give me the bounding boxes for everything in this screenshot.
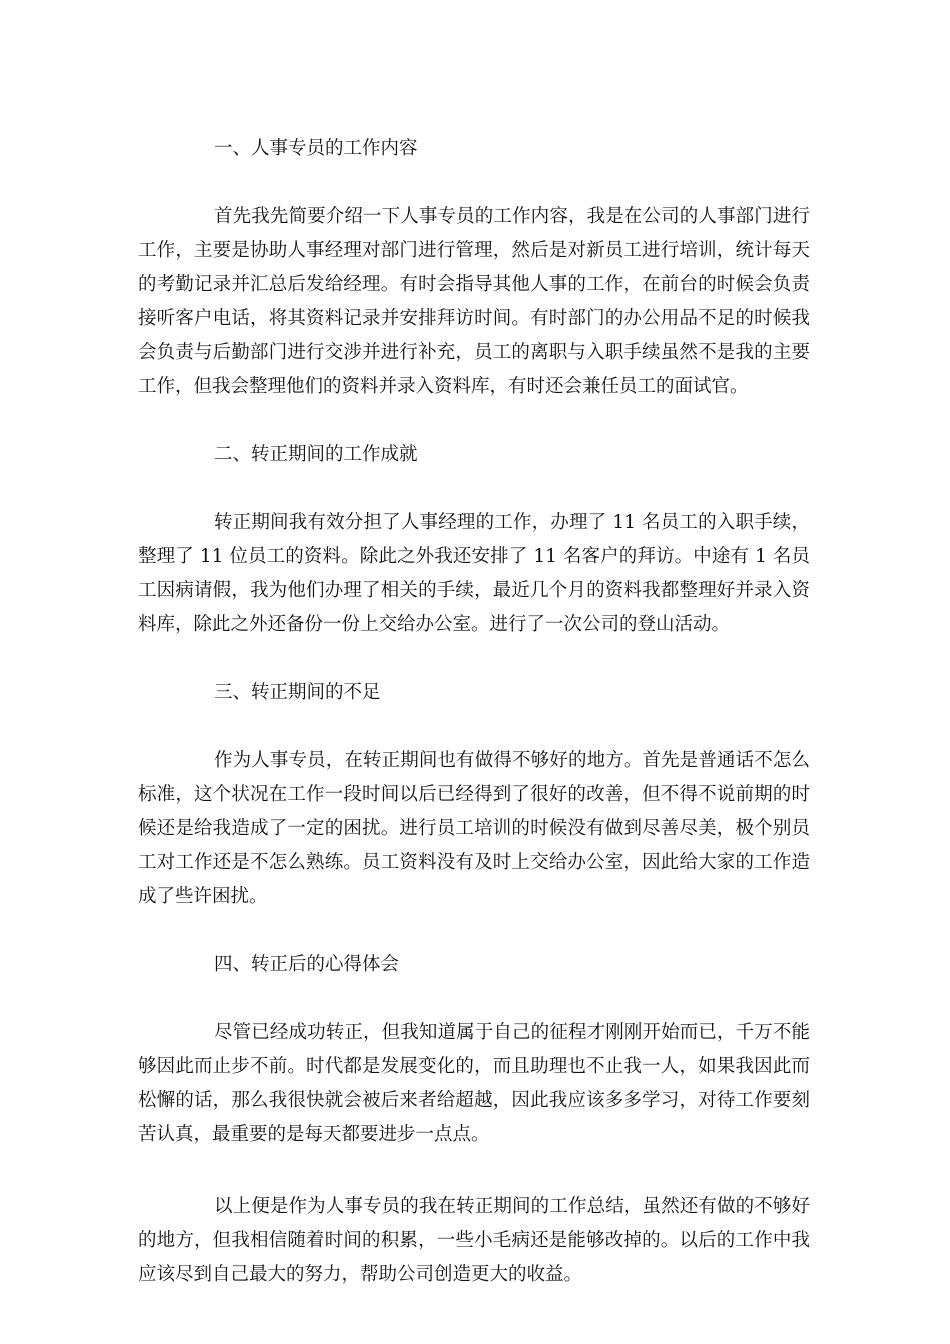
section-paragraph-3: 作为人事专员，在转正期间也有做得不够好的地方。首先是普通话不怎么标准，这个状况在工作一段时间以后已经得到了很好的改善，但不得不说前期的时候还是给我造成了一定的困扰。进行员工培训的时候没有做到尽善尽美，极个别员工对工作还是不怎么熟练。员工资料没有及时上交给办公室，因此给大家的工作造成了些许困扰。 (138, 750, 810, 907)
section-heading-2: 二、转正期间的工作成就 (214, 444, 418, 465)
conclusion-paragraph: 以上便是作为人事专员的我在转正期间的工作总结，虽然还有做的不够好的地方，但我相信随着时间的积累，一些小毛病还是能够改掉的。以后的工作中我应该尽到自己最大的努力，帮助公司创造更大的收益。 (138, 1196, 810, 1285)
section-heading-1: 一、人事专员的工作内容 (214, 138, 418, 159)
section-paragraph-2: 转正期间我有效分担了人事经理的工作，办理了 11 名员工的入职手续，整理了 11 位员工的资料。除此之外我还安排了 11 名客户的拜访。中途有 1 名员工因病请假，我为他们办理了相关的手续，最近几个月的资料我都整理好并录入资料库，除此之外还备份一份上交给办公室。进行了一次公司的登山活动。 (138, 512, 810, 635)
section-heading-3: 三、转正期间的不足 (214, 682, 381, 703)
document-body (138, 132, 810, 1292)
section-paragraph-1: 首先我先简要介绍一下人事专员的工作内容，我是在公司的人事部门进行工作，主要是协助人事经理对部门进行管理，然后是对新员工进行培训，统计每天的考勤记录并汇总后发给经理。有时会指导其他人事的工作，在前台的时候会负责接听客户电话，将其资料记录并安排拜访时间。有时部门的办公用品不足的时候我会负责与后勤部门进行交涉并进行补充，员工的离职与入职手续虽然不是我的主要工作，但我会整理他们的资料并录入资料库，有时还会兼任员工的面试官。 (138, 206, 810, 397)
section-heading-4: 四、转正后的心得体会 (214, 954, 400, 975)
section-paragraph-4: 尽管已经成功转正，但我知道属于自己的征程才刚刚开始而已，千万不能够因此而止步不前。时代都是发展变化的，而且助理也不止我一人，如果我因此而松懈的话，那么我很快就会被后来者给超越，因此我应该多多学习，对待工作要刻苦认真，最重要的是每天都要进步一点点。 (138, 1022, 810, 1145)
